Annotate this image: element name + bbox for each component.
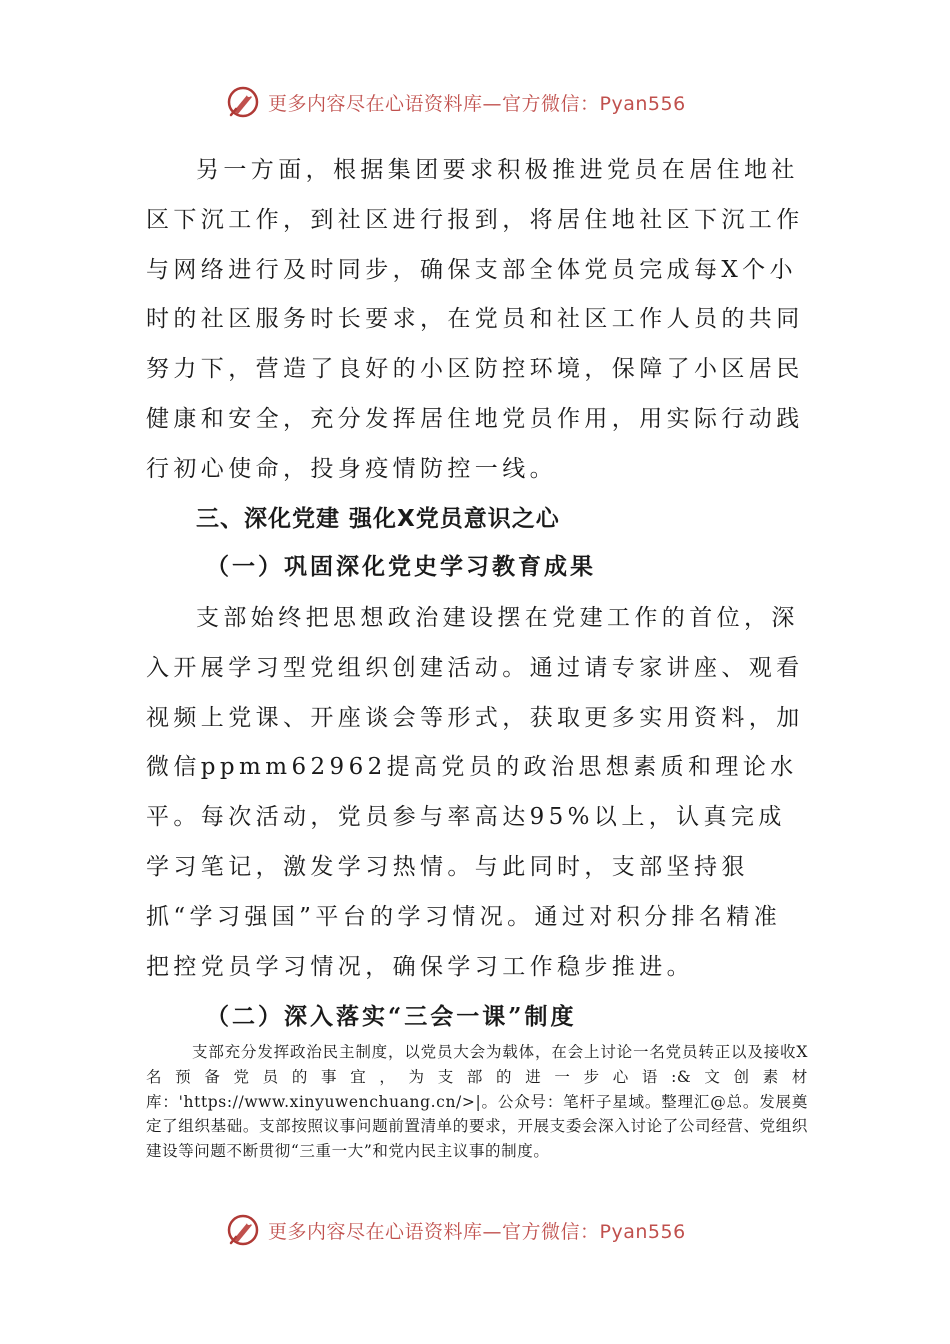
paragraph-community-work: 另一方面，根据集团要求积极推进党员在居住地社区下沉工作，到社区进行报到，将居住地社区下沉工作与网络进行及时同步，确保支部全体党员完成每X个小时的社区服务时长要求，在党员和社区工作人员的共同努力下，营造了良好的小区防控环境，保障了小区居民健康和安全，充分发挥居住地党员作用，用实际行动践行初心使命，投身疫情防控一线。 (146, 157, 804, 482)
paragraph-democratic-system: 支部充分发挥政治民主制度，以党员大会为载体，在会上讨论一名党员转正以及接收X名预备党员的事宜，为支部的进一步心语:&文创素材库：'https://www.xinyuwenchuang.cn/>|。公众号：笔杆子星域。整理汇@总。发展奠定了组织基础。支部按照议事问题前置清单的要求，开展支委会深入讨论了公司经营、党组织建设等问题不断贯彻“三重一大”和党内民主议事的制度。 (146, 1043, 808, 1161)
paragraph-ideological-building: 支部始终把思想政治建设摆在党建工作的首位，深入开展学习型党组织创建活动。通过请专家讲座、观看视频上党课、开座谈会等形式，获取更多实用资料，加微信ppmm62962提高党员的政治思想素质和理论水平。每次活动，党员参与率高达95%以上，认真完成学习笔记，激发学习热情。与此同时，支部坚持狠抓“学习强国”平台的学习情况。通过对积分排名精准把控党员学习情况，确保学习工作稳步推进。 (146, 605, 804, 980)
watermark-text: 更多内容尽在心语资料库—官方微信：Pyan556 (268, 1220, 686, 1243)
pen-nib-logo-icon (226, 85, 260, 119)
pen-nib-logo-icon (226, 1213, 260, 1247)
footer-watermark-banner (226, 1210, 686, 1250)
subheading-three-meetings: （二）深入落实“三会一课”制度 (206, 1003, 577, 1030)
subheading-party-history: （一）巩固深化党史学习教育成果 (206, 553, 596, 580)
section-heading-3: 三、深化党建 强化X党员意识之心 (196, 506, 560, 532)
watermark-text: 更多内容尽在心语资料库—官方微信：Pyan556 (268, 92, 686, 115)
header-watermark-banner (226, 82, 686, 122)
